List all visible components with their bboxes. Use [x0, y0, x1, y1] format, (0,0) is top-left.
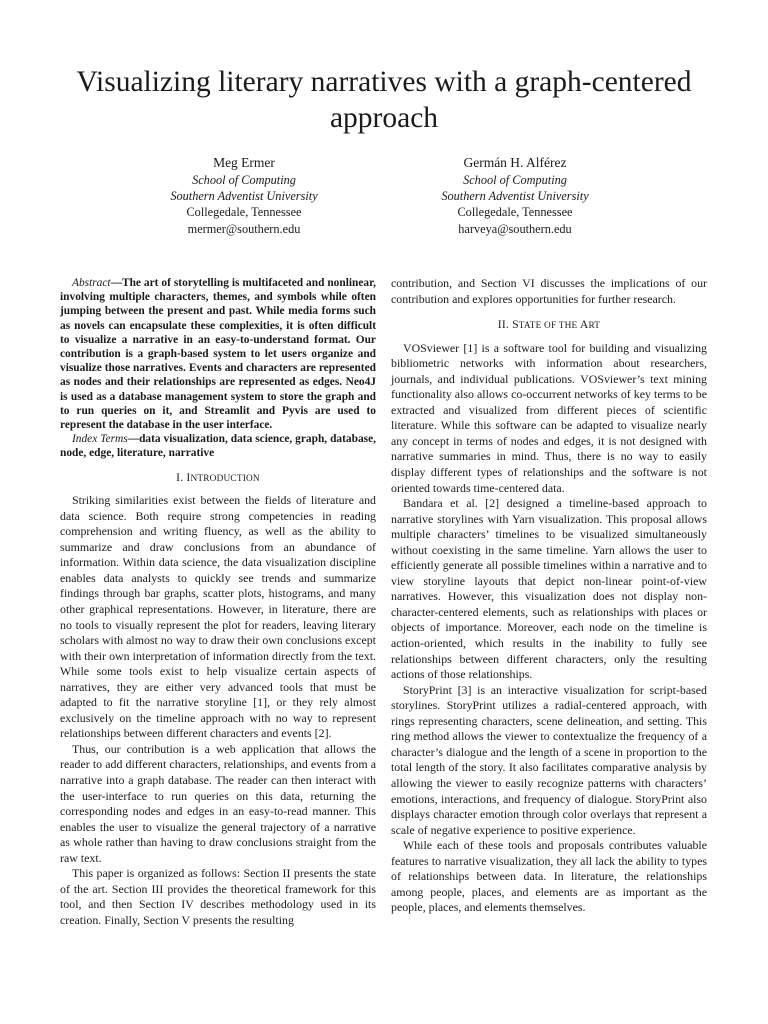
paragraph: Thus, our contribution is a web application that allows the reader to add different characters, relationships, and events from a narrative into a graph database. The reader can then interact with the user-interface to run queries on this data, returning the corresponding nodes and edges in an easy-to-read manner. This enables the user to visualize the general trajectory of a narrative as whole rather than having to draw conclusions straight from the raw text.	[60, 741, 376, 865]
author-location: Collegedale, Tennessee	[186, 205, 302, 220]
index-terms-text: data visualization, data science, graph, database, node, edge, literature, narrative	[60, 433, 376, 460]
author-university: Southern Adventist University	[170, 189, 318, 204]
right-column	[391, 276, 707, 916]
section-heading-introduction: I. INTRODUCTION	[176, 470, 260, 484]
author-university: Southern Adventist University	[441, 189, 589, 204]
paragraph: VOSviewer [1] is a software tool for building and visualizing bibliometric networks with information about researchers, journals, and individual publications. VOSviewer’s text mining functionality also allows co-occurrent networks of key terms to be extracted and visualized from different pieces of scientific literature. While this software can be adapted to visualize nearly any concept in terms of nodes and edges, it is not designed with narrative summaries in mind. Thus, there is no way to easily display different types of relationships and the software is not oriented towards time-centered data.	[391, 340, 707, 495]
author-location: Collegedale, Tennessee	[457, 205, 573, 220]
paragraph-continued: contribution, and Section VI discusses the implications of our contribution and explores opportunities for further research.	[391, 276, 707, 306]
index-terms	[60, 432, 376, 460]
abstract-dash: —	[110, 277, 122, 289]
paragraph: StoryPrint [3] is an interactive visualization for script-based storylines. StoryPrint utilizes a radial-centered approach, with rings representing characters, scene delineation, and setting. This ring method allows the viewer to contextualize the frequency of a character’s dialogue and the length of a scene in proportion to the total length of the story. It also facilitates comparative analysis by allowing the viewer to easily recognize patterns with characters’ emotions, interactions, and frequency of dialogue. StoryPrint also displays character emotion through color overlays that represent a scale of negative experience to positive experience.	[391, 682, 707, 837]
section-heading-state-of-the-art: II. STATE OF THE ART	[497, 318, 601, 332]
index-terms-label: Index Terms	[72, 433, 128, 446]
author-email: harveya@southern.edu	[458, 221, 572, 236]
paragraph: Striking similarities exist between the fields of literature and data science. Both require strong competencies in reading comprehension and writing fluency, as well as the ability to summarize and draw conclusions from an abundance of information. Within data science, the data visualization discipline enables data analysts to quickly see trends and summarize findings through bar graphs, scatter plots, histograms, and many other graphical representations. However, in literature, there are no tools to visually represent the plot for readers, leaving literary scholars with almost no way to draw their own conclusions except with their own interpretation of information directly from the text. While some tools exist to help visualize certain aspects of narratives, they are either very advanced tools that must be adapted to fit the narrative storyline [1], or they rely almost exclusively on the timeline approach with no way to represent relationships between different characters and events [2].	[60, 493, 376, 741]
author-department: School of Computing	[463, 173, 567, 187]
paragraph: This paper is organized as follows: Section II presents the state of the art. Section III provides the theoretical framework for this tool, and then Section IV describes methodology used in its creation. Finally, Section V presents the resulting	[60, 866, 376, 927]
author-email: mermer@southern.edu	[187, 221, 301, 236]
author-block	[385, 154, 645, 237]
left-column	[60, 276, 376, 929]
paragraph: While each of these tools and proposals contributes valuable features to narrative visualization, they all lack the ability to types of relationships between data. In literature, the relationships among people, places, and elements are as important as the people, places, and elements themselves.	[391, 838, 707, 915]
abstract-label: Abstract	[72, 277, 111, 289]
author-block	[114, 154, 374, 237]
paragraph: Bandara et al. [2] designed a timeline-based approach to narrative storylines with Yarn visualization. This proposal allows multiple characters’ timelines to be visualized simultaneously without coexisting in the same timeline. Yarn allows the user to efficiently generate all possible timelines within a narrative and to view storyline layouts that depict non-linear point-of-view narratives. However, this visualization does not display non-character-centered elements, such as relationships with places or objects of importance. Moreover, each node on the timeline is action-oriented, which results in the inability to fully see relationships between different characters, only the resulting actions of those relationships.	[391, 496, 707, 682]
abstract-text: The art of storytelling is multifaceted and nonlinear, involving multiple characters, themes, and symbols while often jumping between the present and past. While media forms such as novels can encapsulate these complexities, it is often difficult to visualize a narrative in an easy-to-understand format. Our contribution is a graph-based system to let users organize and visualize those narratives. Events and characters are represented as nodes and their relationships are represented as edges. Neo4J is used as a database management system to store the graph and to run queries on it, and Streamlit and Pyvis are used to represent the database in the user interface.	[60, 277, 376, 432]
abstract	[60, 276, 376, 432]
author-name: Germán H. Alférez	[463, 155, 567, 170]
author-name: Meg Ermer	[213, 155, 275, 170]
index-terms-dash: —	[127, 433, 140, 446]
paper-title: Visualizing literary narratives with a graph-centered approach	[76, 66, 692, 134]
author-department: School of Computing	[192, 173, 296, 187]
